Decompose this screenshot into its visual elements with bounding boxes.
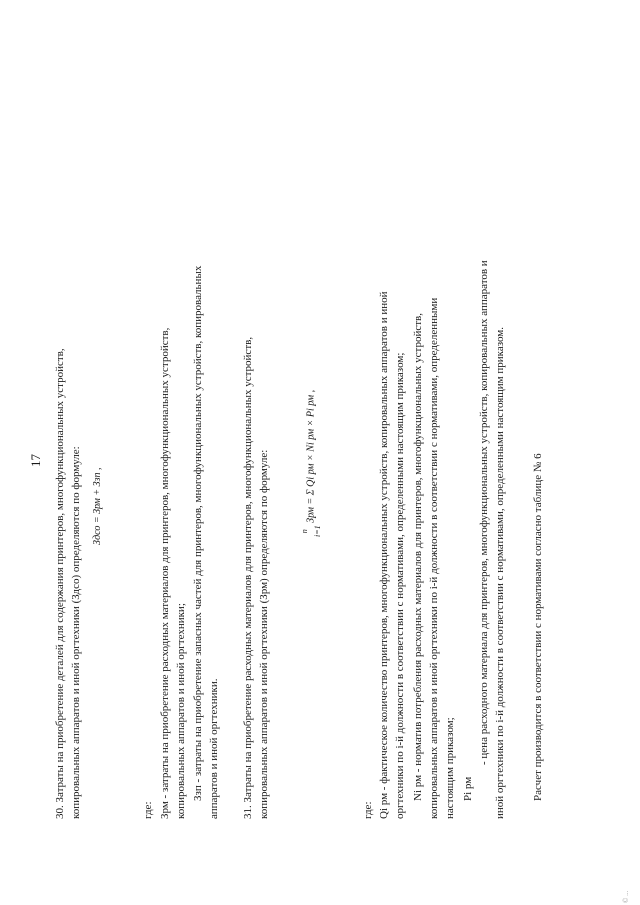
def-n-line-3: настоящим приказом; [444, 717, 456, 819]
sum-limits [300, 525, 322, 537]
def-zzp-line-1: Ззп - затраты на приобретение запасных частей для принтеров, многофункциональных устройств, копировальных [192, 265, 204, 801]
def-q-line-1: Qi рм - фактическое количество принтеров, многофункциональных устройств, копировальных аппаратов и иной [378, 291, 390, 819]
sum-upper-limit: n [300, 529, 309, 534]
where-label-2: где: [362, 801, 374, 819]
def-q-line-2: оргтехники по i-й должности в соответствии с нормативами, определенными настоящим приказом; [394, 352, 406, 819]
def-zrm-line-2: копировальных аппаратов и иной оргтехники; [175, 603, 187, 819]
page-number: 17 [28, 454, 43, 467]
def-zzp-line-2: аппаратов и иной оргтехники. [208, 678, 220, 819]
def-p-line-1: - цена расходного материала для принтеров, многофункциональных устройств, копировальных аппаратов и [478, 260, 490, 765]
para-31-line-1: 31. Затраты на приобретение расходных материалов для принтеров, многофункциональных устройств, [242, 336, 254, 819]
where-label-1: где: [142, 801, 154, 819]
para-30-line-1: 30. Затраты на приобретение деталей для содержания принтеров, многофункциональных устройств, [54, 348, 66, 819]
sum-lower-limit: i=1 [313, 525, 322, 537]
def-n-line-2: копировальных аппаратов и иной оргтехники по i-й должности в соответствии с нормативами, определенными [428, 297, 440, 819]
def-p-line-2: иной оргтехники по i-й должности в соответствии с нормативами, определенными настоящим приказом. [494, 327, 506, 819]
def-n-line-1: Ni рм - норматив потребления расходных материалов для принтеров, многофункциональных устройств, [412, 313, 424, 801]
table-6-note: Расчет производится в соответствии с нормативами согласно таблице № 6 [532, 453, 544, 801]
para-31-line-2: копировальных аппаратов и иной оргтехники (Зрм) определяются по формуле: [258, 449, 270, 819]
formula-zrm-sum [300, 390, 322, 537]
def-zrm-line-1: Зрм - затраты на приобретение расходных материалов для принтеров, многофункциональных устройств, [159, 327, 171, 819]
corner-mark: © ... [622, 890, 630, 903]
formula-zdso: Здсо = Зрм + Ззп , [92, 467, 103, 545]
para-30-line-2: копировальных аппаратов и иной оргтехники (Здсо) определяются по формуле: [70, 446, 82, 819]
formula-zrm-text: Зрм = Σ Qi рм × Ni рм × Pi рм , [305, 389, 317, 523]
def-p-symbol: Pi рм [462, 776, 474, 801]
